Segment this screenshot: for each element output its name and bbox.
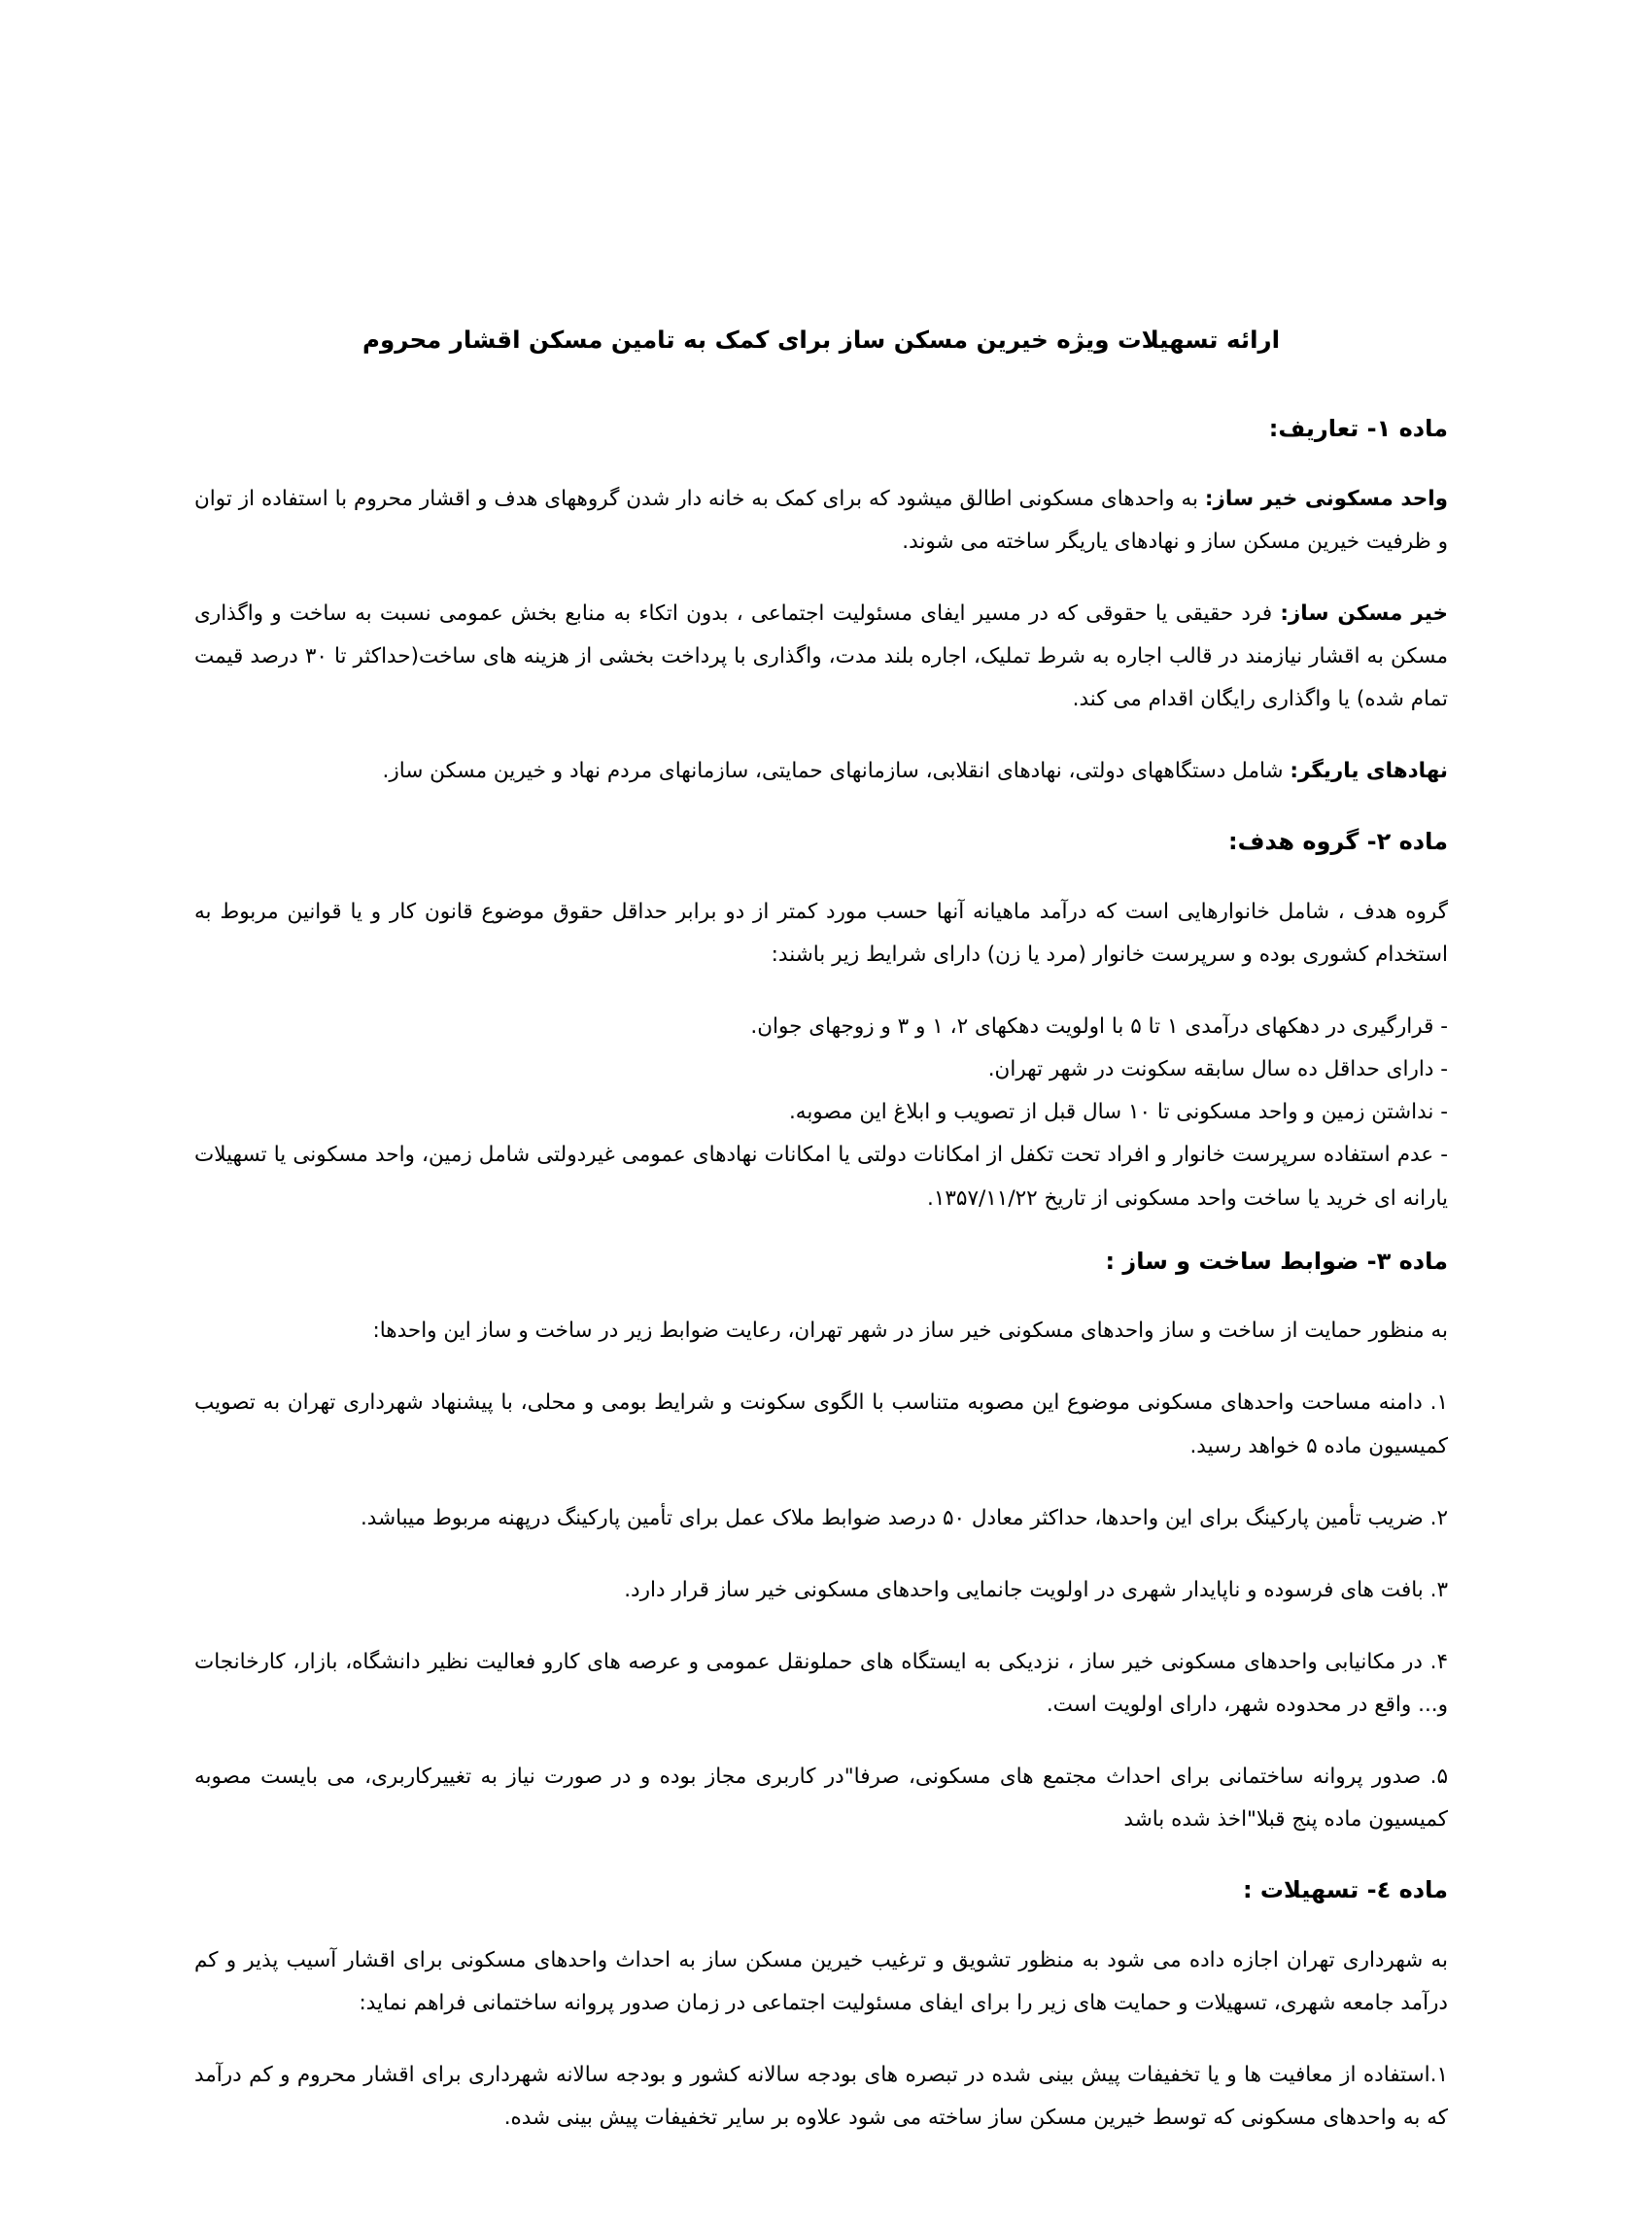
section-heading-4: ماده ٤- تسهیلات : — [1242, 1875, 1448, 1903]
paragraph — [194, 1641, 1448, 1727]
term-label: نهادهای یاریگر: — [1290, 759, 1448, 784]
list-item: - عدم استفاده سرپرست خانوار و افراد تحت تکفل از امکانات دولتی یا امکانات نهادهای عمومی غیردولتی شامل زمین، واحد مسکونی یا تسهیلات یارانه ای خرید یا ساخت واحد مسکونی از تاریخ ۱۳۵۷/۱۱/۲۲. — [194, 1143, 1448, 1211]
paragraph — [194, 478, 1448, 564]
paragraph-text: گروه هدف ، شامل خانوارهایی است که درآمد ماهیانه آنها حسب مورد کمتر از دو برابر حداقل حقوق موضوع قانون کار و یا قوانین مربوط به استخدام کشوری بوده و سرپرست خانوار (مرد یا زن) دارای شرایط زیر باشند: — [194, 900, 1448, 968]
paragraph-text: به شهرداری تهران اجازه داده می شود به منظور تشویق و ترغیب خیرین مسکن ساز به احداث واحدهای مسکونی برای اقشار آسیب پذیر و کم درآمد جامعه شهری، تسهیلات و حمایت های زیر را برای ایفای مسئولیت اجتماعی در زمان صدور پروانه ساختمانی فراهم نماید: — [194, 1947, 1448, 2015]
paragraph — [194, 891, 1448, 976]
paragraph — [194, 1497, 1448, 1540]
list-item: - نداشتن زمین و واحد مسکونی تا ۱۰ سال قبل از تصویب و ابلاغ این مصوبه. — [788, 1100, 1448, 1125]
paragraph — [194, 1569, 1448, 1612]
paragraph-text: ۱.استفاده از معافیت ها و یا تخفیفات پیش بینی شده در تبصره های بودجه سالانه کشور و بودجه سالانه شهرداری برای اقشار محروم و کم درآمد که به واحدهای مسکونی که توسط خیرین مسکن ساز ساخته می شود علاوه بر سایر تخفیفات پیش بینی شده. — [194, 2062, 1448, 2130]
term-label: واحد مسکونی خیر ساز: — [1204, 486, 1449, 511]
list-item: - قرارگیری در دهکهای درآمدی ۱ تا ۵ با اولویت دهکهای ۲، ۱ و ۳ و زوجهای جوان. — [750, 1014, 1448, 1040]
term-label: خیر مسکن ساز: — [1280, 601, 1448, 627]
section-heading-1: ماده ۱- تعاریف: — [1268, 415, 1448, 443]
page-title: ارائه تسهیلات ویژه خیرین مسکن ساز برای کمک به تامین مسکن اقشار محروم — [362, 325, 1280, 354]
paragraph-text: ۵. صدور پروانه ساختمانی برای احداث مجتمع های مسکونی، صرفا"در کاربری مجاز بوده و در صورت نیاز به تغییرکاربری، می بایست مصوبه کمیسیون ماده پنج قبلا"اخذ شده باشد — [194, 1764, 1448, 1832]
section-heading-3: ماده ۳- ضوابط ساخت و ساز : — [1105, 1247, 1448, 1275]
conditions-list — [194, 1006, 1448, 1219]
paragraph-text: ۱. دامنه مساحت واحدهای مسکونی موضوع این مصوبه متناسب با الگوی سکونت و شرایط بومی و محلی، با پیشنهاد شهرداری تهران به تصویب کمیسیون ماده ۵ خواهد رسید. — [194, 1390, 1448, 1458]
section-heading-2: ماده ۲- گروه هدف: — [1228, 828, 1448, 856]
paragraph — [194, 1756, 1448, 1841]
paragraph — [194, 1939, 1448, 2025]
paragraph-text: به منظور حمایت از ساخت و ساز واحدهای مسکونی خیر ساز در شهر تهران، رعایت ضوابط زیر در ساخت و ساز این واحدها: — [372, 1319, 1448, 1344]
paragraph — [194, 1310, 1448, 1353]
paragraph-text: ۴. در مکانیابی واحدهای مسکونی خیر ساز ، نزدیکی به ایستگاه های حملونقل عمومی و عرصه های کارو فعالیت نظیر دانشگاه، بازار، کارخانجات و... واقع در محدوده شهر، دارای اولویت است. — [194, 1649, 1448, 1717]
paragraph-text: شامل دستگاههای دولتی، نهادهای انقلابی، سازمانهای حمایتی، سازمانهای مردم نهاد و خیرین مسکن ساز. — [382, 759, 1291, 784]
paragraph — [194, 750, 1448, 793]
paragraph-text: ۳. بافت های فرسوده و ناپایدار شهری در اولویت جانمایی واحدهای مسکونی خیر ساز قرار دارد. — [624, 1577, 1448, 1602]
list-item: - دارای حداقل ده سال سابقه سکونت در شهر تهران. — [987, 1057, 1448, 1082]
paragraph — [194, 593, 1448, 721]
paragraph-text: به واحدهای مسکونی اطالق میشود که برای کمک به خانه دار شدن گروههای هدف و اقشار محروم با استفاده از توان و ظرفیت خیرین مسکن ساز و نهادهای یاریگر ساخته می شوند. — [194, 486, 1448, 555]
paragraph — [194, 1382, 1448, 1467]
paragraph-text: ۲. ضریب تأمین پارکینگ برای این واحدها، حداکثر معادل ۵۰ درصد ضوابط ملاک عمل برای تأمین پارکینگ درپهنه مربوط میباشد. — [360, 1505, 1448, 1530]
paragraph — [194, 2054, 1448, 2140]
paragraph-text: فرد حقیقی یا حقوقی که در مسیر ایفای مسئولیت اجتماعی ، بدون اتکاء به منابع بخش عمومی نسبت به ساخت و واگذاری مسکن به اقشار نیازمند در قالب اجاره به شرط تملیک، اجاره بلند مدت، واگذاری با پرداخت بخشی از هزینه های ساخت(حداکثر تا ۳۰ درصد قیمت تمام شده) یا واگذاری رایگان اقدام می کند. — [194, 601, 1448, 712]
